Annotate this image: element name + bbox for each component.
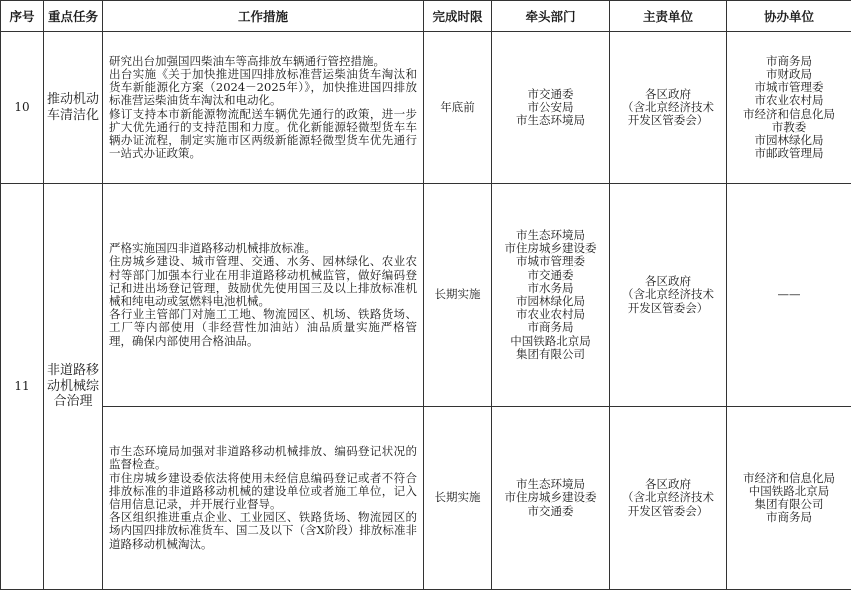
lead-item: 市农业农村局 (516, 307, 585, 322)
header-task: 重点任务 (44, 1, 103, 32)
lead-item: 集团有限公司 (516, 346, 585, 361)
responsible-item: （含北京经济技术 (622, 287, 714, 302)
header-measures: 工作措施 (103, 1, 424, 32)
header-row (1, 1, 851, 32)
measure-item: 市住房城乡建设委依法将使用未经信息编码登记或者不符合排放标准的非道路移动机械的建设单位或者施工单位，记入信用信息记录，并开展行业督导。 (109, 470, 417, 511)
assist-item: 市财政局 (766, 66, 812, 81)
responsible-unit (610, 184, 727, 407)
measure-item: 住房城乡建设、城市管理、交通、水务、园林绿化、农业农村等部门加强本行业在用非道路移动机械监管，做好编码登记和进出场登记管理，鼓励优先使用国三及以上排放标准机械和纯电动或氢燃料电池机械。 (109, 254, 417, 308)
assist-item: 市农业农村局 (754, 93, 824, 108)
work-measures (103, 32, 424, 184)
deadline: 年底前 (424, 32, 492, 184)
responsible-item: （含北京经济技术 (622, 490, 714, 505)
assist-item: 市园林绿化局 (754, 132, 824, 147)
key-task: 推动机动车清洁化 (44, 32, 103, 184)
work-measures (103, 184, 424, 407)
table-row-11b (1, 407, 851, 590)
assist-item: 市城市管理委 (754, 80, 824, 95)
measure-item: 研究出台加强国四柴油车等高排放车辆通行管控措施。 (109, 53, 385, 68)
key-task: 非道路移动机械综合治理 (44, 184, 103, 590)
header-assisting-unit: 协办单位 (727, 1, 851, 32)
assist-item: 市教委 (771, 119, 807, 134)
measure-item: 出台实施《关于加快推进国四排放标准营运柴油货车淘汰和货车新能源化方案（2024－2025年）》，加快推进国四排放标准营运柴油货车淘汰和电动化。 (109, 66, 417, 108)
measure-item: 各区组织推进重点企业、工业园区、铁路货场、物流园区的场内国四排放标准货车、国二及以下（含X阶段）排放标准非道路移动机械淘汰。 (109, 510, 417, 551)
table-row-11a (1, 184, 851, 407)
lead-item: 市交通委 (527, 503, 574, 518)
table-row-10 (1, 32, 851, 184)
assisting-unit (727, 32, 851, 184)
assist-item: 市商务局 (766, 53, 812, 68)
measure-item: 各行业主管部门对施工工地、物流园区、机场、铁路货场、工厂等内部使用（非经营性加油站）油品质量实施严格管理，确保内部使用合格油品。 (109, 307, 417, 348)
measure-item: 市生态环境局加强对非道路移动机械排放、编码登记状况的监督检查。 (109, 444, 417, 472)
lead-item: 市生态环境局 (516, 227, 585, 242)
assist-item: 市经济和信息化局 (743, 106, 835, 121)
lead-item: 市交通委 (527, 86, 574, 101)
header-num: 序号 (1, 1, 44, 32)
assist-item: 集团有限公司 (754, 497, 824, 511)
lead-item: 市交通委 (527, 267, 574, 282)
lead-item: 市商务局 (527, 320, 574, 335)
header-responsible-unit: 主责单位 (610, 1, 727, 32)
assist-item: 市邮政管理局 (754, 146, 824, 161)
lead-item: 市公安局 (527, 99, 574, 114)
responsible-item: 开发区管委会） (627, 503, 709, 518)
responsible-item: 各区政府 (645, 86, 691, 101)
deadline: 长期实施 (424, 407, 492, 590)
assist-item: 中国铁路北京局 (748, 483, 830, 498)
responsible-unit (610, 407, 727, 590)
lead-item: 市城市管理委 (516, 254, 585, 269)
row-number: 11 (1, 184, 44, 590)
lead-item: 市生态环境局 (516, 477, 585, 492)
header-deadline: 完成时限 (424, 1, 492, 32)
responsible-item: （含北京经济技术 (622, 99, 714, 114)
lead-item: 市园林绿化局 (516, 294, 585, 308)
lead-item: 市水务局 (527, 280, 574, 295)
assist-item: 市商务局 (766, 510, 812, 525)
measure-item: 修订支持本市新能源物流配送车辆优先通行的政策，进一步扩大优先通行的支持范围和力度。优化新能源轻微型货车车辆办证流程，制定实施市区两级新能源轻微型货车优先通行一站式办证政策。 (109, 106, 417, 161)
lead-item: 中国铁路北京局 (510, 333, 591, 348)
lead-department (492, 184, 610, 407)
assisting-unit (727, 184, 851, 407)
lead-item: 市住房城乡建设委 (504, 490, 597, 505)
lead-department (492, 407, 610, 590)
responsible-item: 各区政府 (645, 477, 691, 492)
responsible-item: 开发区管委会） (627, 113, 709, 128)
measure-item: 严格实施国四非道路移动机械排放标准。 (109, 241, 316, 256)
responsible-unit (610, 32, 727, 184)
assist-item: 市经济和信息化局 (743, 470, 835, 485)
lead-item: 市生态环境局 (516, 113, 585, 128)
header-lead-dept: 牵头部门 (492, 1, 610, 32)
deadline: 长期实施 (424, 184, 492, 407)
responsible-item: 各区政府 (645, 274, 691, 289)
assisting-unit (727, 407, 851, 590)
empty-dash: —— (777, 287, 801, 302)
row-number: 10 (1, 32, 44, 184)
responsible-item: 开发区管委会） (627, 300, 709, 315)
work-measures (103, 407, 424, 590)
lead-department (492, 32, 610, 184)
lead-item: 市住房城乡建设委 (504, 241, 597, 256)
